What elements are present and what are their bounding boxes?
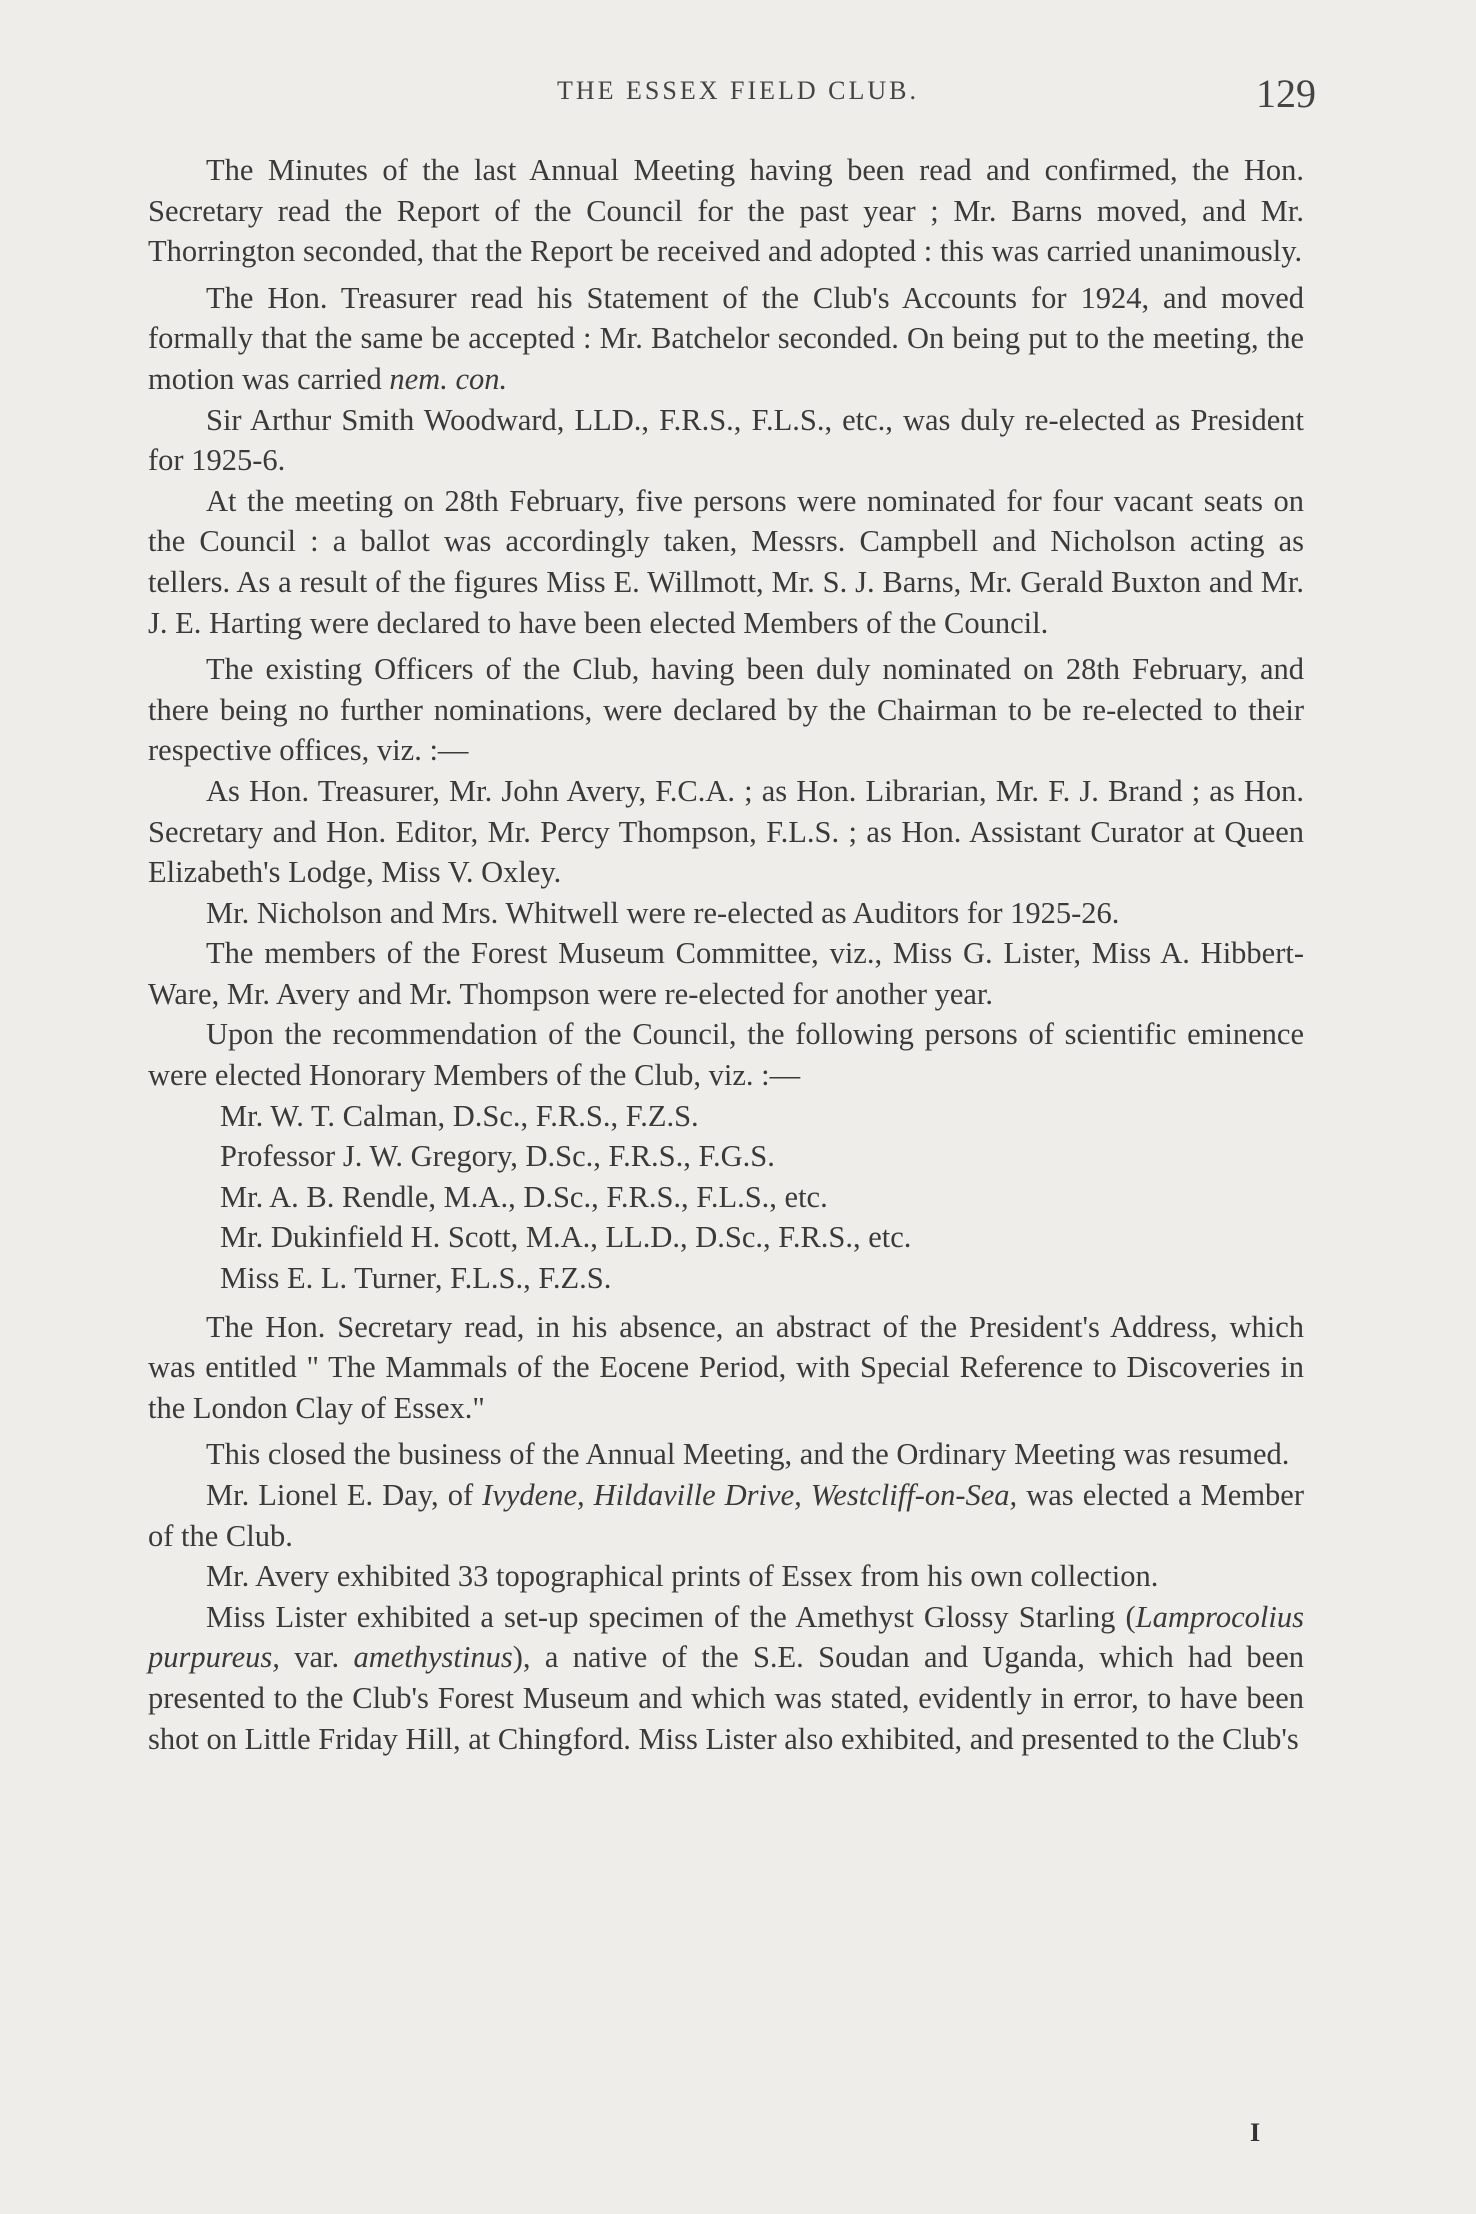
list-item: Mr. A. B. Rendle, M.A., D.Sc., F.R.S., F.L.S., etc. <box>220 1179 828 1214</box>
paragraph-honorary-intro: Upon the recommendation of the Council, the following persons of scientific eminence were elected Honorary Members of the Club, viz. :— <box>148 1017 1304 1093</box>
paragraph-avery-prints: Mr. Avery exhibited 33 topographical prints of Essex from his own collection. <box>206 1559 1159 1594</box>
honorary-members-list <box>148 1096 1304 1299</box>
treasurer-text: The Hon. Treasurer read his Statement of the Club's Accounts for 1924, and moved formally that the same be accepted : Mr. Batchelor seconded. On being put to the meeting, the motion was carried <box>148 280 1304 396</box>
running-title: THE ESSEX FIELD CLUB. <box>557 76 919 105</box>
paragraph-meeting-closed: This closed the business of the Annual Meeting, and the Ordinary Meeting was resumed. <box>206 1437 1290 1472</box>
list-item: Professor J. W. Gregory, D.Sc., F.R.S., F.G.S. <box>220 1139 775 1174</box>
address-italic: Ivydene, Hildaville Drive, Westcliff-on-Sea, <box>482 1478 1018 1512</box>
list-item: Mr. W. T. Calman, D.Sc., F.R.S., F.Z.S. <box>220 1098 699 1133</box>
paragraph-lister-exhibit <box>148 1597 1304 1759</box>
paragraph-museum-committee: The members of the Forest Museum Committee, viz., Miss G. Lister, Miss A. Hibbert-Ware, Mr. Avery and Mr. Thompson were re-elected for another year. <box>148 936 1304 1011</box>
paragraph-new-member <box>148 1475 1304 1556</box>
paragraph-officers-list: As Hon. Treasurer, Mr. John Avery, F.C.A. ; as Hon. Librarian, Mr. F. J. Brand ; as Hon. Secretary and Hon. Editor, Mr. Percy Thompson, F.L.S. ; as Hon. Assistant Curator at Queen Elizabeth's Lodge, Miss V. Oxley. <box>148 773 1304 890</box>
list-item: Miss E. L. Turner, F.L.S., F.Z.S. <box>220 1261 612 1296</box>
paragraph-council-election: At the meeting on 28th February, five persons were nominated for four vacant seats on the Council : a ballot was accordingly taken, Messrs. Campbell and Nicholson acting as tellers. As a result of the figures Miss E. Willmott, Mr. S. J. Barns, Mr. Gerald Buxton and Mr. J. E. Harting were declared to have been elected Members of the Council. <box>148 483 1304 640</box>
list-item: Mr. Dukinfield H. Scott, M.A., LL.D., D.Sc., F.R.S., etc. <box>220 1220 912 1255</box>
new-member-text-b: was elected a Member of the Club. <box>148 1478 1304 1553</box>
nem-con-italic: nem. con. <box>389 361 508 396</box>
paragraph-minutes: The Minutes of the last Annual Meeting having been read and confirmed, the Hon. Secretary read the Report of the Council for the past year ; Mr. Barns moved, and Mr. Thorrington seconded, that the Report be received and adopted : this was carried unanimously. <box>148 153 1304 269</box>
lister-text-a: Miss Lister exhibited a set-up specimen of the Amethyst Glossy Starling ( <box>206 1599 1136 1634</box>
paragraph-presidents-address: The Hon. Secretary read, in his absence, an abstract of the President's Address, which was entitled " The Mammals of the Eocene Period, with Special Reference to Discoveries in the London Clay of Essex." <box>148 1309 1304 1425</box>
paragraph-officers: The existing Officers of the Club, having been duly nominated on 28th February, and there being no further nominations, were declared by the Chairman to be re-elected to their respective offices, viz. :— <box>148 652 1304 768</box>
new-member-text-a: Mr. Lionel E. Day, of <box>206 1478 474 1512</box>
species-italic: Lamprocolius purpureus, <box>148 1599 1304 1675</box>
page-number: 129 <box>1256 71 1316 116</box>
variety-italic: amethystinus <box>353 1640 513 1675</box>
body-text <box>148 150 1304 1759</box>
signature-mark: I <box>1250 2118 1261 2147</box>
lister-text-c: ), a native of the S.E. Soudan and Uganda, which had been presented to the Club's Forest Museum and which was stated, evidently in error, to have been shot on Little Friday Hill, at Chingford. Miss Lister also exhibited, and presented to the Club's <box>148 1640 1305 1756</box>
paragraph-treasurer <box>148 278 1304 400</box>
lister-text-var: var. <box>294 1640 340 1675</box>
paragraph-president: Sir Arthur Smith Woodward, LLD., F.R.S., F.L.S., etc., was duly re-elected as President for 1925-6. <box>148 402 1304 478</box>
paragraph-auditors: Mr. Nicholson and Mrs. Whitwell were re-elected as Auditors for 1925-26. <box>206 895 1120 930</box>
